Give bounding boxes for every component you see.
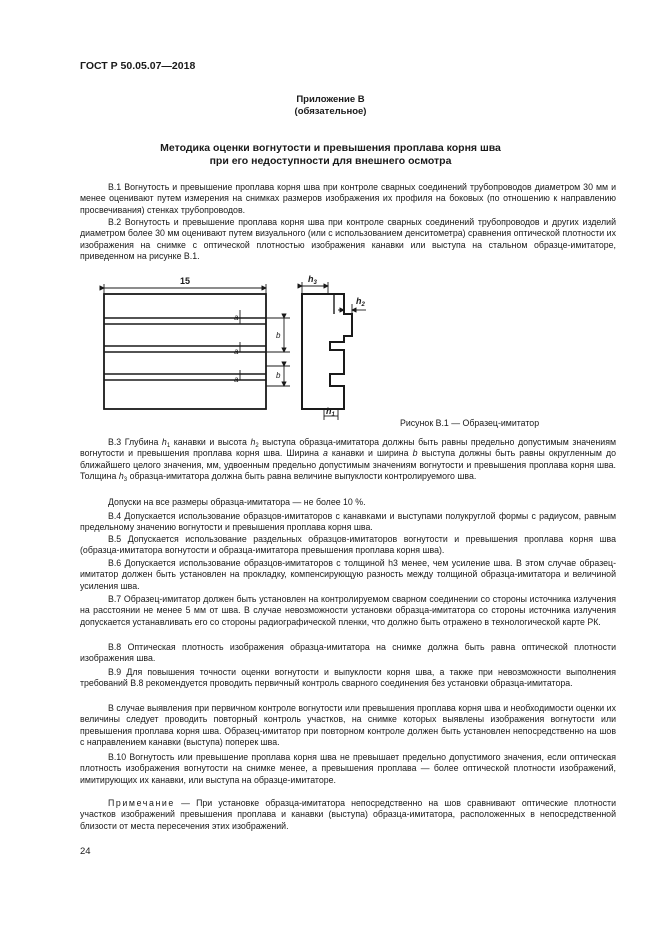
label-a-2: a bbox=[234, 347, 239, 356]
label-b-1: b bbox=[276, 331, 281, 340]
appendix-title: Приложение В bbox=[296, 94, 365, 105]
side-view-profile bbox=[302, 294, 352, 409]
paragraph-tolerance: Допуски на все размеры образца-имитатора — не более 10 %. bbox=[108, 497, 366, 507]
appendix-heading-line2: при его недоступности для внешнего осмотра bbox=[209, 155, 452, 167]
label-a-3: a bbox=[234, 375, 239, 384]
appendix-heading-line1: Методика оценки вогнутости и превышения проплава корня шва bbox=[160, 142, 501, 154]
paragraph-b1: В.1 Вогнутость и превышение проплава корня шва при контроле сварных соединений трубопроводов диаметром 30 мм и менее оценивают путем измерения на снимках размеров изображения их профиля на боковых (по отношению к направлению просвечивания) стенках трубопроводов. bbox=[80, 182, 616, 215]
paragraph-b6: В.6 Допускается использование образцов-имитаторов с толщиной h3 менее, чем усиление шва. В этом случае образец-имитатор должен быть установлен на прокладку, компенсирующую разность между толщиной образца-имитатора и величиной усиления шва. bbox=[80, 558, 616, 591]
paragraph-b2: В.2 Вогнутость и превышение проплава корня шва при контроле сварных соединений трубопроводов и других изделий диаметром более 30 мм оценивают путем визуального (или с использованием денситометра) сравнения оптической плотности их изображения на снимке с оптической плотностью изображения канавки или выступа на стальном образце-имитаторе, приведенном на рисунке В.1. bbox=[80, 217, 616, 262]
label-b-2: b bbox=[276, 371, 281, 380]
note-label: Примечание bbox=[108, 798, 175, 808]
label-h1: $h_1$ bbox=[326, 406, 335, 418]
standard-header: ГОСТ Р 50.05.07—2018 bbox=[80, 60, 196, 72]
figure-specimen-drawing bbox=[94, 274, 474, 422]
label-width-15: 15 bbox=[180, 276, 191, 286]
paragraph-b3: В.3 Глубина $h_1$ канавки и высота $h_2$ выступа образца-имитатора должны быть равны предельно допустимым значениям вогнутости и превышения проплава корня шва. Ширина a канавки и ширина b выступа должны быть равны округленным до ближайшего целого значения, мм, удвоенным предельно допустимым значениям вогнутости и превышения проплава корня шва. Толщина $h_3$ образца-имитатора должна быть равна величине выпуклости контролируемого шва. bbox=[80, 437, 617, 484]
paragraph-b8: В.8 Оптическая плотность изображения образца-имитатора на снимке должна быть равна оптической плотности изображения шва. bbox=[80, 642, 616, 664]
paragraph-b10: В.10 Вогнутость или превышение проплава корня шва не превышает предельно допустимого значения, если оптическая плотность изображения вогнутости на снимке менее, а превышения проплава — более оптической плотности изображений, имитирующих их канавки, или выступа на образце-имитаторе. bbox=[80, 752, 616, 785]
paragraph-b9: В.9 Для повышения точности оценки вогнутости и выпуклости корня шва, а также при невозможности выполнения требований В.8 рекомендуется проводить первичный контроль сварного соединения без установки образца-имитатора. bbox=[80, 667, 616, 689]
page-number: 24 bbox=[80, 846, 91, 857]
appendix-subtitle: (обязательное) bbox=[294, 106, 367, 117]
paragraph-b5: В.5 Допускается использование раздельных образцов-имитаторов вогнутости и превышения проплава корня шва (образца-имитатора вогнутости и образца-имитатора превышения проплава корня шва). bbox=[80, 534, 616, 556]
paragraph-note: Примечание — При установке образца-имитатора непосредственно на шов сравнивают оптические плотности участков изображений превышения проплава и канавки (выступа) образца-имитатора, расположенных в непосредственной близости от места пересечения этих изображений. bbox=[80, 798, 616, 831]
paragraph-b4: В.4 Допускается использование образцов-имитаторов с канавками и выступами полукруглой формы с радиусом, равным предельному значению вогнутости и превышения проплава корня шва. bbox=[80, 511, 616, 533]
label-h2: $h_2$ bbox=[356, 296, 365, 308]
paragraph-b7: В.7 Образец-имитатор должен быть установлен на контролируемом сварном соединении со стороны источника излучения на расстоянии не менее 5 мм от шва. В случае невозможности установки образца-имитатора со стороны источника излучения допускается устанавливать его со стороны радиографической пленки, что должно быть отражено в технологической карте РК. bbox=[80, 594, 616, 627]
label-a-1: a bbox=[234, 313, 239, 322]
figure-caption: Рисунок В.1 — Образец-имитатор bbox=[400, 418, 540, 428]
paragraph-b9-cont: В случае выявления при первичном контроле вогнутости или превышения проплава корня шва и необходимости оценки их величины следует проводить повторный контроль участков, на снимке которых выявлены изображения вогнутости или превышения проплава корня шва. Образец-имитатор при повторном контроле должен быть установлен непосредственно на шов с направлением канавки (выступа) поперек шва. bbox=[80, 703, 616, 748]
label-h3: $h_3$ bbox=[308, 274, 317, 286]
